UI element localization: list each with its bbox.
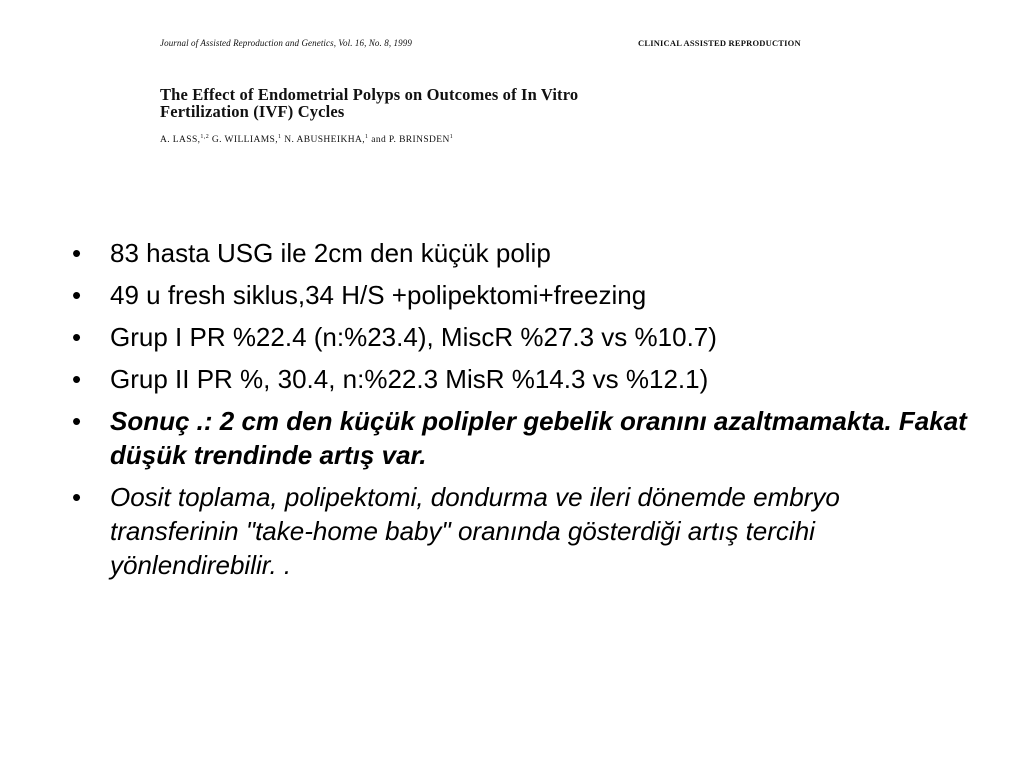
journal-citation: Journal of Assisted Reproduction and Genetics, Vol. 16, No. 8, 1999 [160, 38, 412, 48]
bullet-icon: • [72, 406, 82, 436]
bullet-item [72, 320, 972, 354]
bullet-icon: • [72, 482, 82, 512]
bullet-item [72, 404, 972, 472]
bullet-item [72, 480, 972, 582]
article-title-line-1: The Effect of Endometrial Polyps on Outcomes of In Vitro [160, 85, 579, 104]
author-4-affiliation: 1 [449, 134, 454, 140]
author-3-affiliation: 1 [365, 134, 369, 140]
bullet-text-recommendation: Oosit toplama, polipektomi, dondurma ve ileri dönemde embryo transferinin "take-home baby" oranında gösterdiği artış tercihi yönlendirebilir. . [110, 482, 840, 580]
bullet-icon: • [72, 238, 82, 268]
author-2: G. WILLIAMS, [209, 135, 279, 146]
bullet-text: 83 hasta USG ile 2cm den küçük polip [110, 238, 551, 268]
journal-section: CLINICAL ASSISTED REPRODUCTION [638, 38, 801, 48]
bullet-item [72, 278, 972, 312]
author-2-affiliation: 1 [278, 134, 282, 140]
bullet-icon: • [72, 280, 82, 310]
bullet-item [72, 362, 972, 396]
bullet-text-conclusion: Sonuç .: 2 cm den küçük polipler gebelik oranını azaltmamakta. Fakat düşük trendinde artış var. [110, 406, 967, 470]
article-title [160, 86, 840, 120]
author-1-affiliation: 1,2 [200, 134, 210, 140]
journal-article-header [0, 0, 1024, 160]
author-3: N. ABUSHEIKHA, [281, 135, 366, 146]
author-4: and P. BRINSDEN [368, 135, 450, 146]
article-title-line-2: Fertilization (IVF) Cycles [160, 102, 345, 121]
bullet-item [72, 236, 972, 270]
author-1: A. LASS, [160, 135, 201, 146]
article-authors [160, 134, 453, 145]
bullet-text: 49 u fresh siklus,34 H/S +polipektomi+freezing [110, 280, 647, 310]
bullet-list [72, 236, 972, 590]
bullet-text: Grup II PR %, 30.4, n:%22.3 MisR %14.3 vs %12.1) [110, 364, 709, 394]
bullet-icon: • [72, 364, 82, 394]
bullet-icon: • [72, 322, 82, 352]
bullet-text: Grup I PR %22.4 (n:%23.4), MiscR %27.3 vs %10.7) [110, 322, 717, 352]
